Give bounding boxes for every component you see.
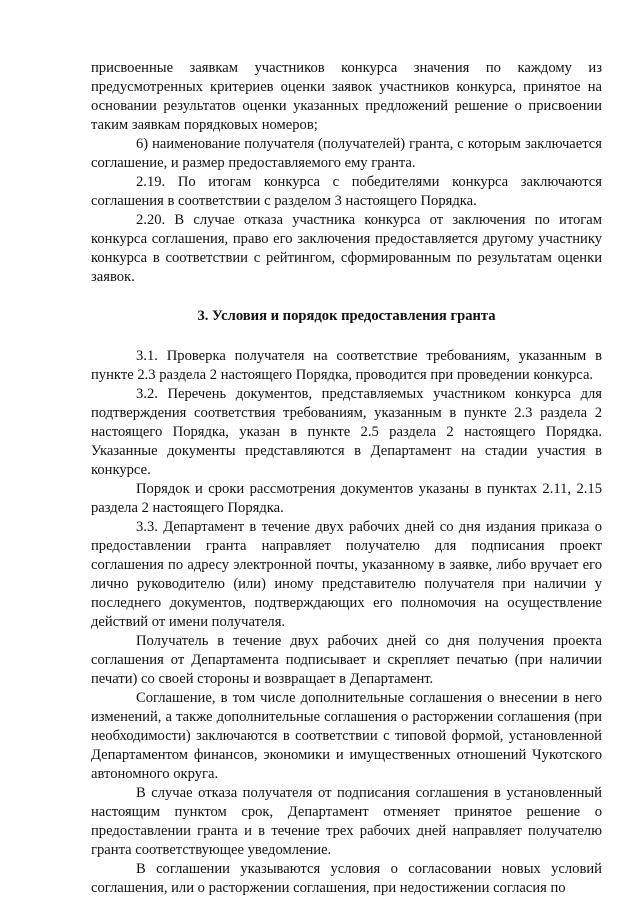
paragraph-2-20: 2.20. В случае отказа участника конкурса от заключения по итогам конкурса соглашения, право его заключения предоставляется другому участнику конкурса в соответствии с рейтингом, сформированным по результатам оценки заявок. xyxy=(91,212,602,285)
document-page xyxy=(91,59,602,898)
paragraph-3-1: 3.1. Проверка получателя на соответствие требованиям, указанным в пункте 2.3 раздела 2 настоящего Порядка, проводится при проведении конкурса. xyxy=(91,348,602,383)
paragraph-item-6: 6) наименование получателя (получателей) гранта, с которым заключается соглашение, и размер предоставляемого ему гранта. xyxy=(91,136,602,171)
paragraph-agreement-conditions: В соглашении указываются условия о согласовании новых условий соглашения, или о расторжении соглашения, при недостижении согласия по xyxy=(91,861,602,896)
paragraph-agreement-form: Соглашение, в том числе дополнительные соглашения о внесении в него изменений, а также дополнительные соглашения о расторжении соглашения (при необходимости) заключаются в соответствии с типовой формой, установленной Департаментом финансов, экономики и имущественных отношений Чукотского автономного округа. xyxy=(91,690,602,782)
paragraph-continued-criteria: присвоенные заявкам участников конкурса значения по каждому из предусмотренных критериев оценки заявок участников конкурса, принятое на основании результатов оценки указанных предложений решение о присвоении таким заявкам порядковых номеров; xyxy=(91,60,602,133)
paragraph-refusal: В случае отказа получателя от подписания соглашения в установленный настоящим пунктом срок, Департамент отменяет принятое решение о предоставлении гранта и в течение трех рабочих дней направляет получателю гранта соответствующее уведомление. xyxy=(91,785,602,858)
paragraph-3-2: 3.2. Перечень документов, представляемых участником конкурса для подтверждения соответствия требованиям, указанным в пункте 2.3 раздела 2 настоящего Порядка, указан в пункте 2.5 раздела 2 настоящего Порядка. Указанные документы представляются в Департамент на стадии участия в конкурсе. xyxy=(91,386,602,478)
paragraph-recipient-signs: Получатель в течение двух рабочих дней со дня получения проекта соглашения от Департамента подписывает и скрепляет печатью (при наличии печати) со своей стороны и возвращает в Департамент. xyxy=(91,633,602,687)
paragraph-review-order: Порядок и сроки рассмотрения документов указаны в пунктах 2.11, 2.15 раздела 2 настоящего Порядка. xyxy=(91,481,602,516)
paragraph-2-19: 2.19. По итогам конкурса с победителями конкурса заключаются соглашения в соответствии с разделом 3 настоящего Порядка. xyxy=(91,174,602,209)
section-heading: 3. Условия и порядок предоставления гранта xyxy=(197,308,496,324)
paragraph-3-3: 3.3. Департамент в течение двух рабочих дней со дня издания приказа о предоставлении гранта направляет получателю для подписания проект соглашения по адресу электронной почты, указанному в заявке, либо вручает его лично руководителю (или) иному представителю получателя при наличии у последнего документов, подтверждающих его полномочия на осуществление действий от имени получателя. xyxy=(91,519,602,630)
